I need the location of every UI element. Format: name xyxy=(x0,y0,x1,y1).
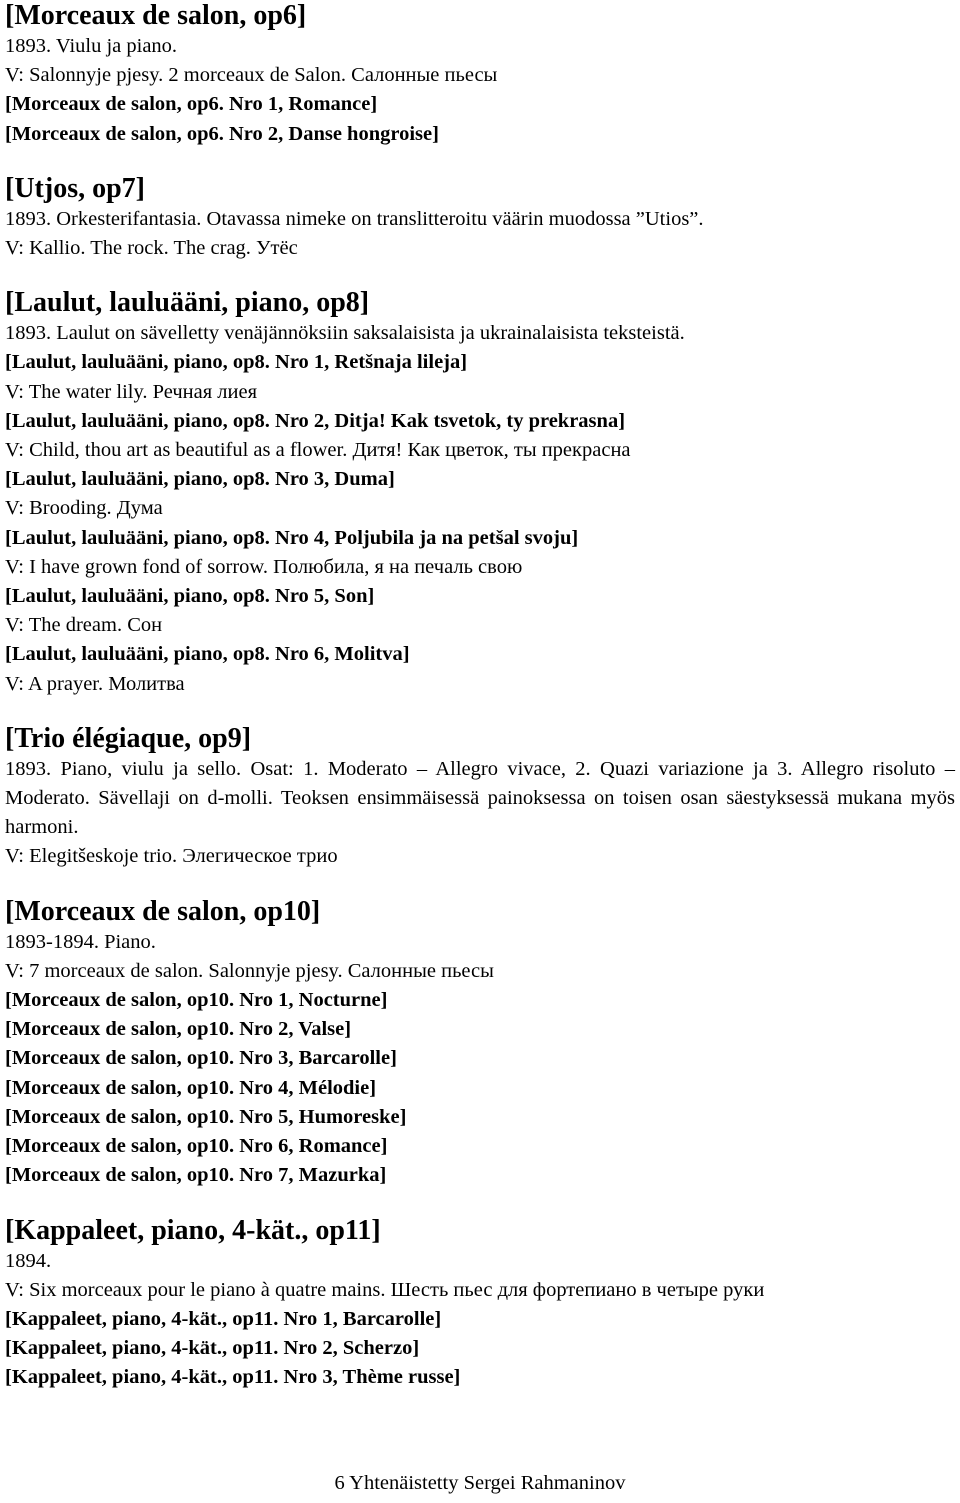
section-op9 xyxy=(5,723,955,872)
subentry: [Laulut, lauluääni, piano, op8. Nro 4, Poljubila ja na petšal svoju] xyxy=(5,526,579,549)
section-heading: [Utjos, op7] xyxy=(5,172,145,204)
entry-note: 1893. Piano, viulu ja sello. Osat: 1. Moderato – Allegro vivace, 2. Quazi variazione ja 3. Allegro risoluto – Moderato. Sävellaji on d-molli. Teoksen ensimmäisessä painoksessa on toisen osan säestyksessä mukana myös harmoni. xyxy=(5,757,955,839)
subentry: [Morceaux de salon, op10. Nro 4, Mélodie] xyxy=(5,1076,377,1099)
subentry: [Kappaleet, piano, 4-kät., op11. Nro 1, Barcarolle] xyxy=(5,1307,442,1330)
variant-title: V: The water lily. Речная лиея xyxy=(5,380,258,403)
variant-title: V: I have grown fond of sorrow. Полюбила, я на печаль свою xyxy=(5,555,523,578)
entry-note: 1894. xyxy=(5,1249,52,1272)
section-heading: [Laulut, lauluääni, piano, op8] xyxy=(5,287,370,319)
subentry: [Kappaleet, piano, 4-kät., op11. Nro 3, Thème russe] xyxy=(5,1366,461,1389)
section-op8 xyxy=(5,287,955,699)
subentry: [Morceaux de salon, op10. Nro 6, Romance] xyxy=(5,1135,388,1158)
variant-title: V: Elegitšeskoje trio. Элегическое трио xyxy=(5,845,338,868)
entry-note: 1893. Orkesterifantasia. Otavassa nimeke on translitteroitu väärin muodossa ”Utios”. xyxy=(5,207,704,230)
subentry: [Kappaleet, piano, 4-kät., op11. Nro 2, Scherzo] xyxy=(5,1337,420,1360)
entry-note: 1893. Laulut on sävelletty venäjännöksiin saksalaisista ja ukrainalaisista teksteistä. xyxy=(5,322,685,345)
section-heading: [Trio élégiaque, op9] xyxy=(5,722,252,754)
document-body xyxy=(5,0,955,1393)
section-op7 xyxy=(5,173,955,263)
subentry: [Morceaux de salon, op6. Nro 1, Romance] xyxy=(5,93,378,116)
subentry: [Morceaux de salon, op10. Nro 1, Nocturne] xyxy=(5,989,388,1012)
subentry: [Laulut, lauluääni, piano, op8. Nro 6, Molitva] xyxy=(5,643,410,666)
variant-title: V: Child, thou art as beautiful as a flower. Дитя! Как цветок, ты прекрасна xyxy=(5,439,631,462)
entry-note: 1893. Viulu ja piano. xyxy=(5,35,178,57)
subentry: [Laulut, lauluääni, piano, op8. Nro 3, Duma] xyxy=(5,468,395,491)
section-heading: [Kappaleet, piano, 4-kät., op11] xyxy=(5,1214,381,1246)
subentry: [Morceaux de salon, op10. Nro 7, Mazurka] xyxy=(5,1164,387,1187)
subentry: [Morceaux de salon, op10. Nro 3, Barcarolle] xyxy=(5,1047,397,1070)
section-op6 xyxy=(5,0,955,149)
section-heading: [Morceaux de salon, op10] xyxy=(5,895,321,927)
variant-title: V: The dream. Сон xyxy=(5,614,163,637)
variant-title: V: A prayer. Молитва xyxy=(5,672,185,695)
variant-title: V: 7 morceaux de salon. Salonnyje pjesy. Салонные пьесы xyxy=(5,959,494,982)
subentry: [Laulut, lauluääni, piano, op8. Nro 5, Son] xyxy=(5,585,375,608)
variant-title: V: Kallio. The rock. The crag. Утёс xyxy=(5,237,298,260)
subentry: [Laulut, lauluääni, piano, op8. Nro 1, Retšnaja lileja] xyxy=(5,351,468,374)
entry-note: 1893-1894. Piano. xyxy=(5,930,156,953)
section-op11 xyxy=(5,1215,955,1393)
variant-title: V: Salonnyje pjesy. 2 morceaux de Salon. Салонные пьесы xyxy=(5,64,498,87)
subentry: [Morceaux de salon, op10. Nro 5, Humoreske] xyxy=(5,1105,407,1128)
subentry: [Morceaux de salon, op10. Nro 2, Valse] xyxy=(5,1018,352,1041)
section-heading: [Morceaux de salon, op6] xyxy=(5,0,307,31)
variant-title: V: Brooding. Дума xyxy=(5,497,163,520)
section-op10 xyxy=(5,896,955,1191)
subentry: [Morceaux de salon, op6. Nro 2, Danse hongroise] xyxy=(5,122,439,145)
page-footer: 6 Yhtenäistetty Sergei Rahmaninov xyxy=(334,1472,626,1494)
subentry: [Laulut, lauluääni, piano, op8. Nro 2, Ditja! Kak tsvetok, ty prekrasna] xyxy=(5,409,626,432)
variant-title: V: Six morceaux pour le piano à quatre mains. Шесть пьес для фортепиано в четыре руки xyxy=(5,1278,765,1301)
